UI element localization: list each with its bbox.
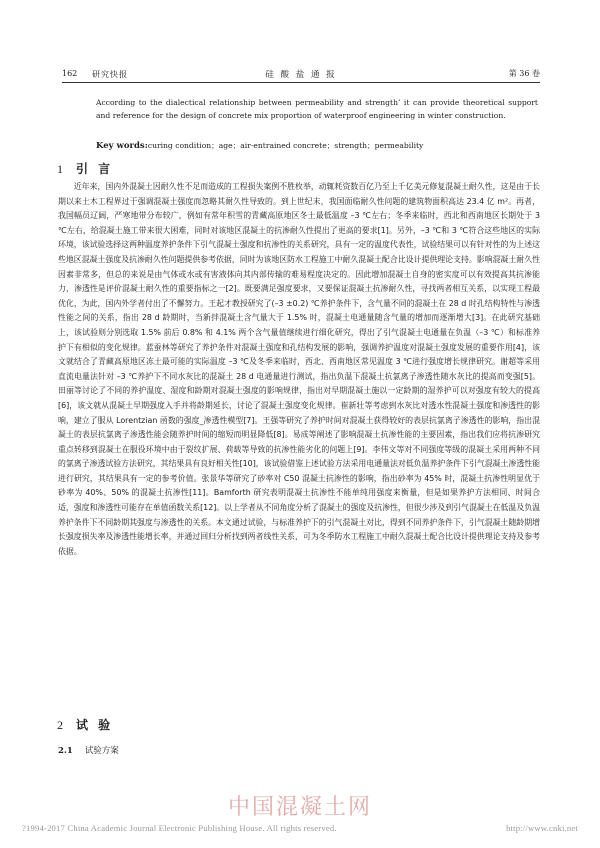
section-number: 1 — [57, 162, 66, 176]
running-header — [62, 66, 540, 83]
intro-paragraph: 近年来，国内外混凝土因耐久性不足而造成的工程损失案例不胜枚举，动辄耗资数百亿乃至上千亿美元修复混凝土耐久性，这是由于长期以来土木工程界过于强调混凝土强度而忽略其耐久性导致的。到上世纪末，我国面临耐久性问题的建筑物面积高达 23.4 亿 m²。再者，我国幅员辽阔，严寒地带分布较广，例如有常年积雪的青藏高原地区冬土最低温度 –3 ℃左右；冬季来临时，西北和西南地区长期处于 3 ℃左右，给混凝土施工带来很大困难，同时对该地区混凝土的抗渗耐久性提出了更高的要求[1]。另外，–3 ℃和 3 ℃符合这些地区的实际环境，该试验选择这两种温度养护条件下引气混凝土强度和抗渗性的关系研究，具有一定的温度代表性，试验结果可以有针对性的为上述这些地区混凝土强度及抗渗耐久性问题提供参考依据，同时为该地区防水工程施工中耐久混凝土配合比设计提供理论支持。影响混凝土耐久性因素非常多，但总的来说是由气体或水或有害液体向其内部传输的难易程度决定的。因此增加混凝土自身的密实度可以有效提高其抗渗能力，渗透性是评价混凝土耐久性的重要指标之一[2]。既要满足强度要求，又要保证混凝土抗渗耐久性，寻找两者相互关系，以实现工程最优化，为此，国内外学者付出了不懈努力。王起才教授研究了(–3 ±0.2) ℃养护条件下，含气量不同的混凝土在 28 d 时孔结构特性与渗透性能之间的关系，指出 28 d 龄期时，当新拌混凝土含气量大于 1.5% 时，混凝土电通量随含气量的增加而逐渐增大[3]。在此研究基础上，该试验则分别选取 1.5% 前后 0.8% 和 4.1% 两个含气量值继续进行细化研究，得出了引气混凝土电通量在负温（–3 ℃）和标准养护下有相似的变化规律。蓝蚕林等研究了养护条件对混凝土强度和孔结构发展的影响，强调养护温度对混凝土强度发展的重要作用[4]，该文就结合了青藏高原地区冻土最可能的实际温度 –3 ℃及冬季来临时，西北、西南地区常见温度 3 ℃进行强度增长规律研究。谢超等采用直流电量法针对 –3 ℃养护下不同水灰比的混凝土 28 d 电通量进行测试，指出负温下混凝土抗氯离子渗透性随水灰比的提高而变强[5]。田丽等讨论了不同的养护温度、湿度和龄期对混凝土强度的影响规律，指出对早期混凝土施以一定龄期的湿养护可以对强度有较大的提高[6]，该文就从混凝土早期强度入手并将龄期延长，讨论了混凝土强度变化规律。崔新壮等考虑到水灰比对透水性混凝土强度和渗透性的影响，建立了服从 Lorentzian 函数的强度_渗透性模型[7]。王强等研究了养护时间对混凝土获得较好的表层抗氯离子渗透性的影响，指出混凝土的表层抗氯离子渗透性能会随养护时间的缩短而明显降低[8]。易成等阐述了影响混凝土抗渗性能的主要因素，指出我们应将抗渗研究重点转移到混凝土在服役环境中由于裂纹扩展、荷载等导致的抗渗性能劣化的问题上[9]。李伟文等对不同强度等级的混凝土采用两种不同的氯离子渗透试验方法研究，其结果具有良好相关性[10]，该试验借鉴上述试验方法采用电通量法对低负温养护条件下引气混凝土渗透性能进行研究，其结果具有一定的参考价值。张景华等研究了砂率对 C50 混凝土抗渗性的影响，指出砂率为 45% 时，混凝土抗渗性明显优于砂率为 40%、50% 的混凝土抗渗性[11]。Bamforth 研究表明混凝土抗渗性不能单纯用强度来衡量，但是如果养护方法相同、时间合适，强度和渗透性可能存在单值函数关系[12]。以上学者从不同角度分析了混凝土的强度及抗渗性，但很少涉及到引气混凝土在低温及负温养护条件下不同龄期其强度与渗透性的关系。本文通过试验，与标准养护下的引气混凝土对比，得到不同养护条件下，引气混凝土随龄期增长强度损失率及渗透性能增长率，并通过回归分析找到两者线性关系，可为冬季防水工程施工中耐久混凝土配合比设计提供理论支持及参考依据。 — [58, 182, 540, 556]
keywords-label: Key words: — [96, 141, 148, 151]
keywords-line — [96, 140, 538, 152]
column-name: 研究快报 — [92, 70, 128, 79]
cnki-link[interactable]: http://www.cnki.net — [506, 823, 578, 833]
section-title: 试 验 — [76, 718, 114, 732]
volume-label: 第 36 卷 — [508, 69, 540, 78]
copyright-notice: ?1994-2017 China Academic Journal Electronic Publishing House. All rights reserved. — [22, 823, 337, 833]
journal-title: 硅 酸 盐 通 报 — [265, 70, 337, 80]
subsection-title: 试验方案 — [84, 746, 119, 756]
section-heading-test — [57, 716, 113, 733]
page-number: 162 — [62, 69, 78, 78]
section-heading-intro — [57, 160, 113, 177]
subsection-heading-test-plan — [58, 744, 119, 756]
section-title: 引 言 — [76, 162, 114, 176]
watermark-logo: 中国混凝土网 — [227, 795, 372, 820]
section-number: 2 — [57, 718, 66, 732]
english-abstract: According to the dialectical relationship between permeability and strength’ it can provide theoretical support and reference for the design of concrete mix proportion of waterproof engineering in winter construction. — [96, 98, 538, 121]
subsection-number: 2.1 — [58, 746, 73, 756]
intro-body — [58, 180, 540, 559]
keywords-list: curing condition；age；air-entrained concrete；strength；permeability — [147, 141, 424, 150]
